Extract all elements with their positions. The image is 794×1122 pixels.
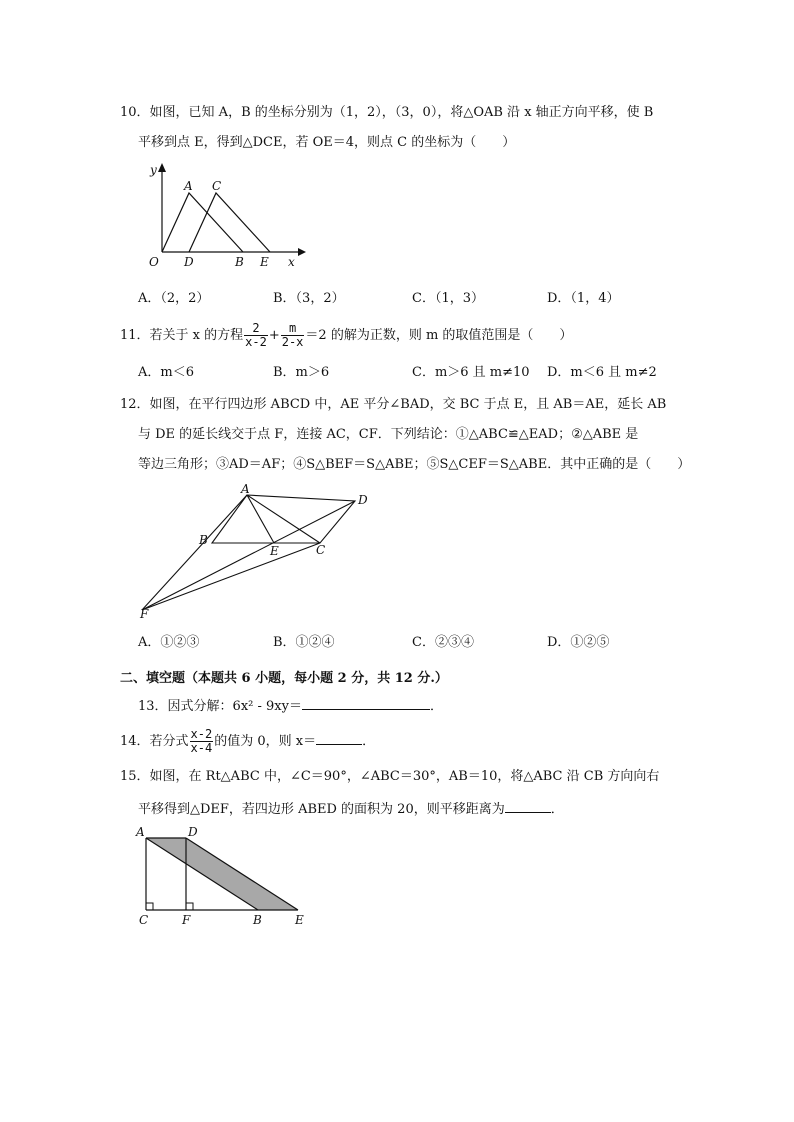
- q10-figure: [140, 160, 310, 270]
- q11-prefix: 11．若关于 x 的方程: [120, 328, 244, 343]
- q15-line2: [138, 800, 564, 819]
- q10-label-O: O: [149, 255, 159, 269]
- q11-option-b: B．m＞6: [273, 365, 330, 380]
- q15-answer-blank[interactable]: [505, 800, 551, 813]
- q11-frac2-den: 2-x: [281, 335, 304, 349]
- q15-label-C: C: [139, 913, 149, 927]
- q12-label-F: F: [140, 607, 149, 621]
- q14-frac-den: x-4: [190, 741, 213, 755]
- q12-label-C: C: [316, 543, 326, 557]
- q10-option-d: D．（1，4）: [547, 291, 620, 306]
- q11-frac2-num: m: [281, 322, 305, 336]
- q14-prefix: 14．若分式: [120, 734, 189, 749]
- q11-option-a: A．m＜6: [138, 365, 194, 380]
- q12-option-c: C．②③④: [412, 635, 474, 650]
- q15-label-B: B: [253, 913, 262, 927]
- q15-line2-text: 平移得到△DEF，若四边形 ABED 的面积为 20，则平移距离为: [138, 802, 505, 817]
- q15-figure: [130, 822, 330, 932]
- q15-line1: 15．如图，在 Rt△ABC 中，∠C＝90°，∠ABC＝30°，AB＝10，将△ABC 沿 CB 方向向右: [120, 769, 660, 784]
- q14-frac-num: x-2: [190, 727, 213, 741]
- q13-stem: [138, 697, 443, 716]
- q12-figure: [130, 482, 380, 622]
- q12-label-A: A: [241, 482, 250, 496]
- q12-label-D: D: [358, 493, 368, 507]
- q11-frac1-num: 2: [244, 322, 268, 336]
- q15-label-F: F: [182, 913, 191, 927]
- q11-fraction-2: [281, 322, 305, 349]
- q10-option-a: A．（2，2）: [138, 291, 210, 306]
- q10-option-b: B．（3，2）: [273, 291, 345, 306]
- q12-label-B: B: [199, 533, 208, 547]
- q10-label-E: E: [260, 255, 269, 269]
- q15-label-D: D: [188, 825, 198, 839]
- q13-text: 13．因式分解：6x² - 9xy＝: [138, 699, 302, 714]
- q10-option-c: C．（1，3）: [412, 291, 484, 306]
- q10-label-C: C: [212, 179, 222, 193]
- q11-option-d: D．m＜6 且 m≠2: [547, 365, 657, 380]
- q11-stem: [120, 322, 572, 349]
- q12-option-d: D．①②⑤: [547, 635, 610, 650]
- q10-line2: 平移到点 E，得到△DCE，若 OE＝4，则点 C 的坐标为（ ）: [138, 135, 516, 150]
- q14-end: ．: [362, 734, 376, 749]
- q10-line1: 10．如图，已知 A，B 的坐标分别为（1，2），（3，0），将△OAB 沿 x 轴正方向平移，使 B: [120, 105, 654, 120]
- q15-end: ．: [550, 802, 564, 817]
- q12-line1: 12．如图，在平行四边形 ABCD 中，AE 平分∠BAD，交 BC 于点 E，且 AB＝AE，延长 AB: [120, 397, 667, 412]
- q10-label-A: A: [184, 179, 193, 193]
- q14-answer-blank[interactable]: [316, 732, 362, 745]
- q12-line2: 与 DE 的延长线交于点 F，连接 AC，CF．下列结论：①△ABC≌△EAD；②△ABE 是: [138, 427, 639, 442]
- q10-label-y: y: [150, 163, 157, 177]
- q13-answer-blank[interactable]: [302, 697, 430, 710]
- q11-option-c: C．m＞6 且 m≠10: [412, 365, 530, 380]
- q14-stem: [120, 728, 375, 755]
- section-fill-in-heading: 二、填空题（本题共 6 小题，每小题 2 分，共 12 分.）: [120, 671, 448, 686]
- q15-label-E: E: [295, 913, 304, 927]
- q14-fraction: [190, 728, 214, 755]
- q11-frac1-den: x-2: [245, 335, 267, 349]
- q12-option-a: A．①②③: [138, 635, 200, 650]
- q11-fraction-1: [244, 322, 268, 349]
- q10-label-x: x: [288, 255, 295, 269]
- q13-end: ．: [429, 699, 443, 714]
- q12-label-E: E: [270, 544, 279, 558]
- q12-line3: 等边三角形；③AD＝AF；④S△BEF＝S△ABE；⑤S△CEF＝S△ABE．其中正确的是（ ）: [138, 457, 691, 472]
- q11-plus: +: [268, 328, 280, 343]
- q12-option-b: B．①②④: [273, 635, 335, 650]
- q15-label-A: A: [136, 825, 145, 839]
- q14-suffix: 的值为 0，则 x＝: [214, 734, 317, 749]
- q10-label-B: B: [235, 255, 244, 269]
- q11-suffix: ＝2 的解为正数，则 m 的取值范围是（ ）: [305, 328, 573, 343]
- q10-label-D: D: [184, 255, 194, 269]
